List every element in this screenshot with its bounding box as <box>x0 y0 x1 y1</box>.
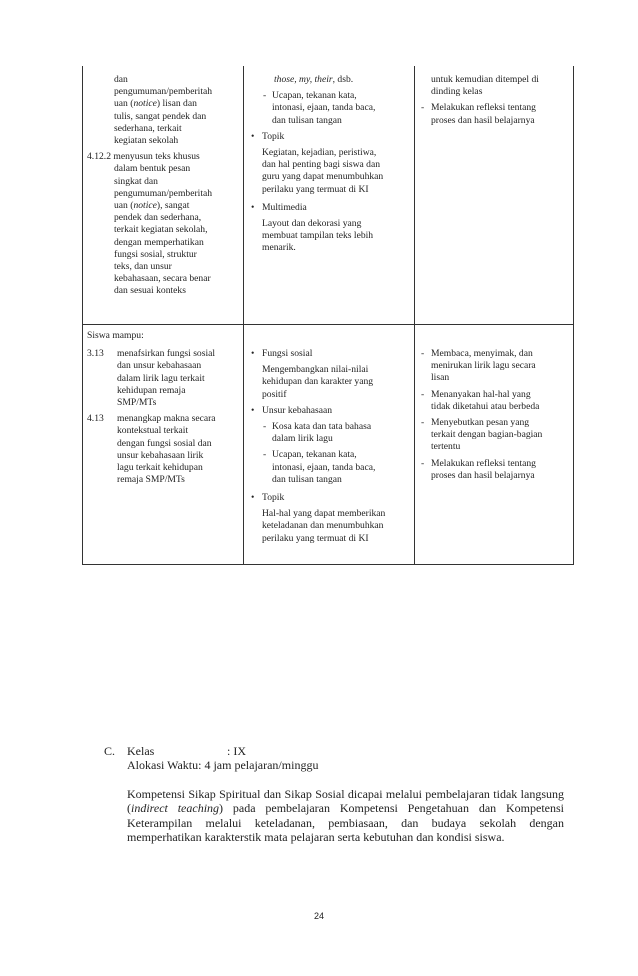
materi-cell <box>250 348 410 545</box>
column-divider <box>414 66 415 324</box>
kegiatan-dash-item: - Melakukan refleksi tentang proses dan hasil belajarnya <box>420 102 568 126</box>
kd-3-13: 3.13 menafsirkan fungsi sosial dan unsur kebahasaan dalam lirik lagu terkait kehidupan remaja SMP/MTs <box>87 348 216 409</box>
alokasi-waktu: Alokasi Waktu: 4 jam pelajaran/minggu <box>127 758 319 773</box>
multimedia-heading: • Multimedia <box>250 202 410 214</box>
kelas-value: : IX <box>227 744 246 758</box>
topik-heading: • Topik <box>250 131 410 143</box>
kd-4-13: 4.13 menangkap makna secara kontekstual terkait dengan fungsi sosial dan unsur kebahasaan lirik lagu terkait kehidupan remaja SMP/MTs <box>87 413 216 486</box>
page-number: 24 <box>313 911 324 921</box>
multimedia-text: Layout dan dekorasi yang membuat tampilan teks lebih menarik. <box>262 218 374 254</box>
kegiatan-dash-item: - Melakukan refleksi tentang proses dan hasil belajarnya <box>420 458 568 482</box>
fungsi-sosial-heading: • Fungsi sosial <box>250 348 410 360</box>
section-c <box>104 744 564 844</box>
unsur-kebahasaan-heading: • Unsur kebahasaan <box>250 405 410 417</box>
kegiatan-continuation: untuk kemudian ditempel di dinding kelas <box>431 74 539 98</box>
kegiatan-dash-item: - Menanyakan hal-hal yang tidak diketahui atau berbeda <box>420 389 568 413</box>
materi-cell <box>250 74 410 255</box>
materi-continuation: those, my, their, dsb. <box>274 74 354 85</box>
kegiatan-dash-item: - Membaca, menyimak, dan menirukan lirik lagu secara lisan <box>420 348 568 385</box>
table-row <box>83 66 573 325</box>
unsur-dash-item: - Ucapan, tekanan kata, intonasi, ejaan, tanda baca, dan tulisan tangan <box>262 449 410 486</box>
competency-table <box>82 66 574 565</box>
column-divider <box>243 66 244 324</box>
table-row <box>83 324 573 564</box>
kelas-label: Kelas <box>127 744 155 758</box>
kd-continuation: dan pengumuman/pemberitah uan (notice) lisan dan tulis, sangat pendek dan sederhana, terkait kegiatan sekolah <box>114 74 213 147</box>
kd-4-12-2: 4.12.2 menyusun teks khusus dalam bentuk pesan singkat dan pengumuman/pemberitah uan (notice), sangat pendek dan sederhana, terkait kegiatan sekolah, dengan memperhatikan fungsi sosial, struktur teks, dan unsur kebahasaan, secara benar dan sesuai konteks <box>87 151 213 297</box>
kd-cell <box>87 330 237 486</box>
kegiatan-cell <box>420 348 568 482</box>
kelas-line <box>104 744 564 758</box>
kompetensi-paragraph: Kompetensi Sikap Spiritual dan Sikap Sosial dicapai melalui pembelajaran tidak langsung (indirect teaching) pada pembelajaran Kompetensi Pengetahuan dan Kompetensi Keterampilan melalui keteladanan, pembiasaan, dan budaya sekolah dengan memperhatikan karakterstik mata pelajaran serta kebutuhan dan kondisi siswa. <box>127 786 564 845</box>
column-divider <box>243 324 244 564</box>
topik-text: Hal-hal yang dapat memberikan keteladanan dan menumbuhkan perilaku yang termuat di KI <box>262 508 386 544</box>
column-divider <box>414 324 415 564</box>
kegiatan-cell <box>420 74 568 127</box>
topik-text: Kegiatan, kejadian, peristiwa, dan hal penting bagi siswa dan guru yang dapat menumbuhkan perilaku yang termuat di KI <box>262 147 384 195</box>
materi-dash-item: - Ucapan, tekanan kata, intonasi, ejaan, tanda baca, dan tulisan tangan <box>262 90 410 127</box>
topik-heading: • Topik <box>250 492 410 504</box>
kegiatan-dash-item: - Menyebutkan pesan yang terkait dengan bagian-bagian tertentu <box>420 417 568 454</box>
kd-cell <box>87 74 237 298</box>
unsur-dash-item: - Kosa kata dan tata bahasa dalam lirik lagu <box>262 421 410 445</box>
section-letter: C. <box>104 744 116 758</box>
fungsi-sosial-text: Mengembangkan nilai-nilai kehidupan dan karakter yang positif <box>262 364 374 400</box>
kd-intro: Siswa mampu: <box>87 330 144 341</box>
